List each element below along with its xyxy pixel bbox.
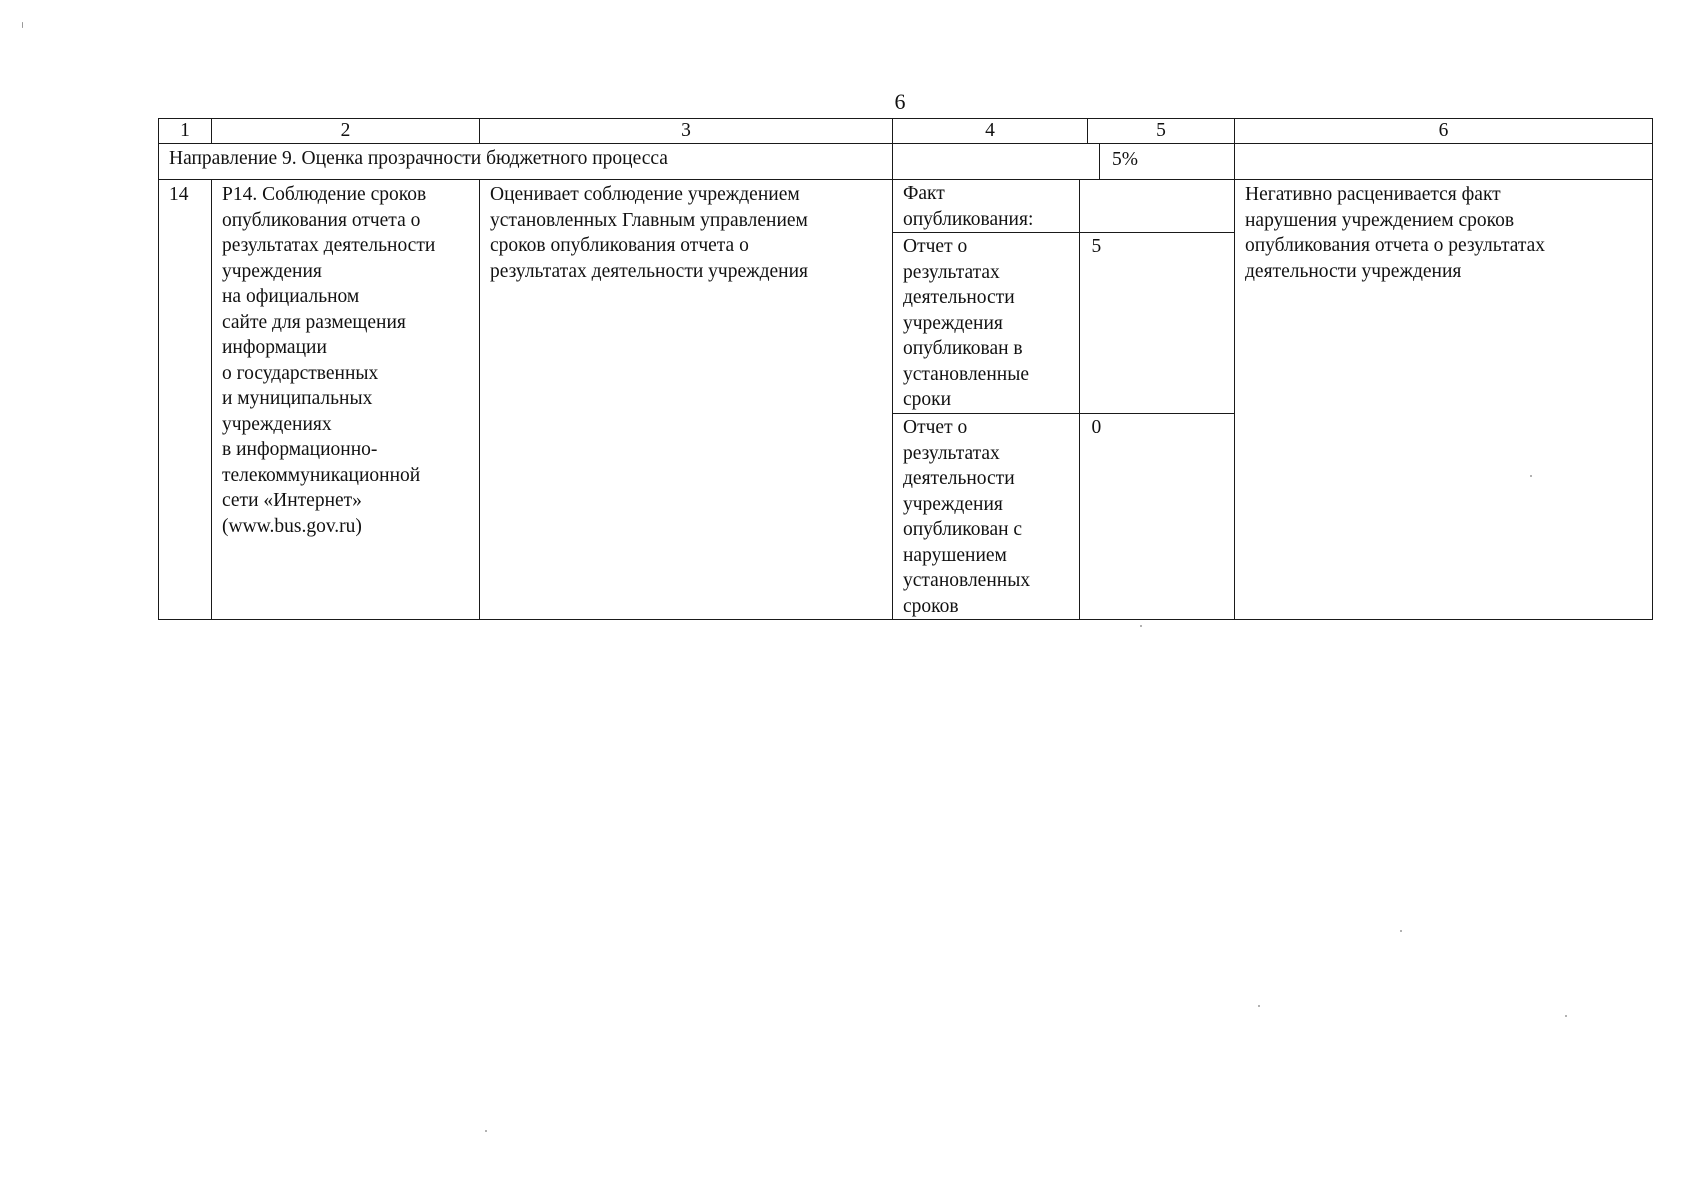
scan-speck	[1400, 930, 1402, 932]
indicator-line: сайте для размещения	[222, 311, 406, 333]
scan-speck	[1530, 475, 1532, 477]
column-number: 1	[159, 119, 212, 144]
column-number: 4	[985, 120, 995, 141]
indicator-line: о государственных	[222, 362, 379, 384]
direction-weight: 5%	[1100, 144, 1235, 179]
indicator-line: телекоммуникационной	[222, 464, 421, 486]
criteria-text: Отчет о результатах деятельности учреждения опубликован в установленные сроки	[893, 233, 1079, 414]
direction-weight-spacer	[893, 144, 1100, 179]
indicator-line: в информационно-	[222, 439, 378, 460]
indicator-line: учреждения	[222, 260, 322, 282]
criteria-row	[893, 414, 1234, 620]
indicator-line: сети «Интернет»	[222, 490, 362, 511]
evaluation-table	[158, 118, 1653, 620]
direction-note-empty	[1235, 144, 1653, 180]
page-number: 6	[894, 89, 906, 114]
indicator-line: опубликования отчета о	[222, 209, 421, 231]
criteria-points: 0	[1079, 414, 1234, 620]
description-line: установленных Главным управлением	[490, 209, 808, 231]
column-number: 3	[480, 119, 893, 144]
indicator-line: на официальном	[222, 286, 360, 307]
column-number-pair	[893, 119, 1235, 144]
indicator-line: учреждениях	[222, 413, 332, 435]
scan-speck	[1140, 625, 1142, 627]
criteria-header: Факт опубликования:	[893, 180, 1079, 233]
indicator-note	[1235, 180, 1653, 620]
description-line: сроков опубликования отчета о	[490, 235, 749, 256]
criteria-header-row	[893, 180, 1234, 233]
indicator-name	[212, 180, 480, 620]
column-number-row	[159, 119, 1653, 144]
scan-speck	[22, 22, 23, 28]
criteria-header-points	[1079, 180, 1234, 233]
indicator-line: информации	[222, 337, 327, 358]
description-line: Оценивает соблюдение учреждением	[490, 184, 800, 205]
column-number: 5	[1088, 119, 1235, 143]
note-line: нарушения учреждением сроков	[1245, 209, 1515, 231]
criteria-points: 5	[1079, 233, 1234, 414]
column-number: 6	[1235, 119, 1653, 144]
indicator-line: Р14. Соблюдение сроков	[222, 184, 427, 205]
indicator-line: (www.bus.gov.ru)	[222, 515, 362, 537]
criteria-row	[893, 233, 1234, 414]
row-number: 14	[159, 180, 212, 620]
note-line: деятельности учреждения	[1245, 260, 1462, 282]
criteria-cell	[893, 180, 1235, 620]
note-line: Негативно расценивается факт	[1245, 184, 1501, 205]
direction-weight-cell	[893, 144, 1235, 180]
criteria-text: Отчет о результатах деятельности учреждения опубликован с нарушением установленных сроков	[903, 417, 1031, 617]
direction-row	[159, 144, 1653, 180]
scan-speck	[1258, 1005, 1260, 1007]
indicator-description	[480, 180, 893, 620]
criteria-table	[893, 180, 1234, 619]
direction-title: Направление 9. Оценка прозрачности бюджетного процесса	[159, 144, 893, 180]
note-line: опубликования отчета о результатах	[1245, 235, 1546, 256]
scan-speck	[485, 1130, 487, 1132]
description-line: результатах деятельности учреждения	[490, 260, 809, 282]
indicator-line: результатах деятельности	[222, 235, 436, 256]
table-row	[159, 180, 1653, 620]
scan-speck	[1565, 1015, 1567, 1017]
column-number: 2	[212, 119, 480, 144]
indicator-line: и муниципальных	[222, 388, 373, 409]
